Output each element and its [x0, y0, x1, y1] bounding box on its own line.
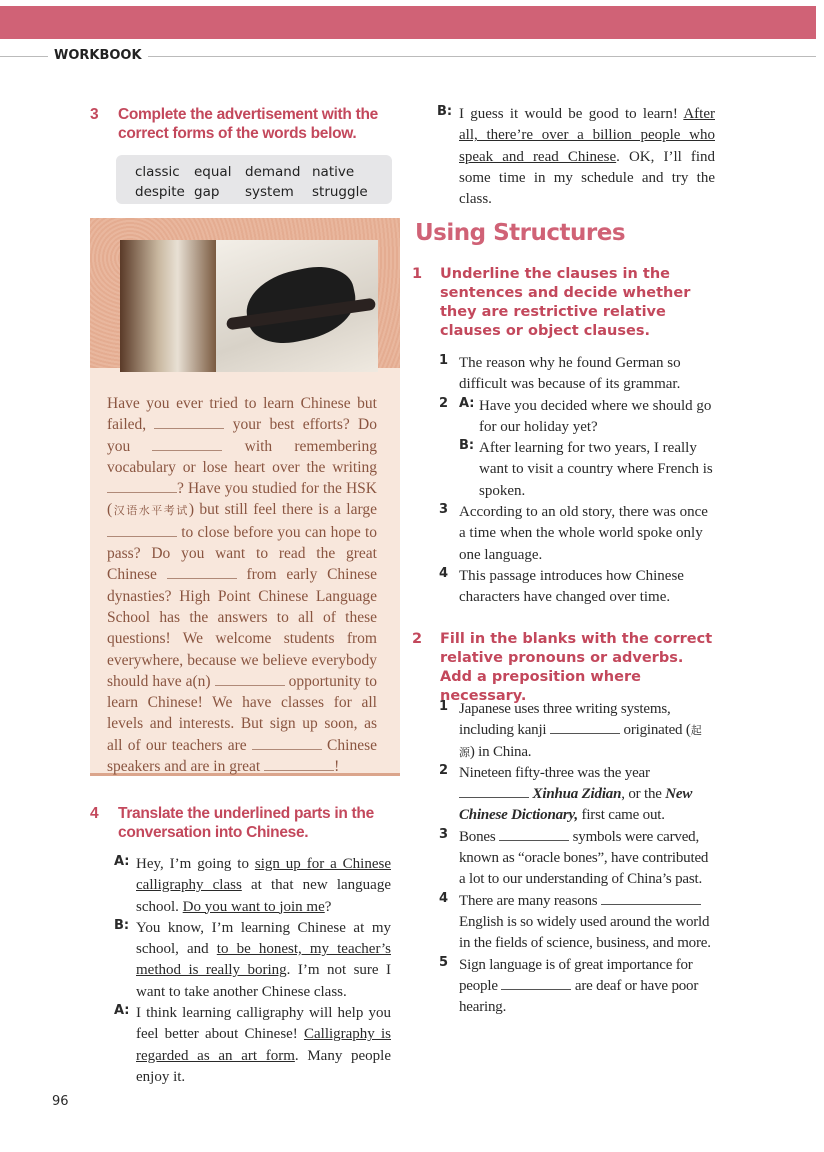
- item-number: 2: [439, 395, 449, 411]
- list-item: [439, 396, 715, 502]
- blank[interactable]: [601, 893, 701, 905]
- item-text: According to an old story, there was once a time when the whole world spoke only one language.: [459, 504, 708, 563]
- item-text: originated (: [619, 722, 691, 739]
- item-number: 1: [439, 353, 449, 368]
- item-text: symbols were carved, known as “oracle bones”, have contributed a lot to our understanding of China’s past.: [459, 828, 709, 888]
- text: ? Have you studied for the HSK (: [107, 480, 377, 519]
- calligraphy-photo: [216, 240, 378, 372]
- text: at that new language school.: [136, 877, 391, 915]
- item-text: Sign language is of great importance for people: [459, 956, 693, 994]
- item-text: Have you decided where we should go for our holiday yet?: [479, 397, 712, 435]
- item-number: 3: [439, 502, 449, 518]
- dialog-line: [114, 1003, 391, 1088]
- list-item: [439, 763, 715, 827]
- exercise-number: 1: [412, 266, 423, 282]
- blank[interactable]: [154, 417, 224, 429]
- item-text: , or the: [621, 786, 666, 803]
- text: Have you ever tried to learn Chinese but failed,: [107, 395, 377, 434]
- chinese-text: 起源: [459, 724, 702, 759]
- blank[interactable]: [501, 978, 571, 990]
- exercise-title: Fill in the blanks with the correct relative pronouns or adverbs. Add a preposition where necessary.: [440, 631, 713, 704]
- list-item: [439, 353, 715, 396]
- dialog-line: [439, 438, 715, 502]
- text: Chinese speakers and are in great: [107, 736, 377, 776]
- item-text: Nineteen fifty-three was the year: [459, 764, 650, 781]
- text: ) but still feel there is a large: [188, 501, 377, 519]
- dialog-line: [114, 854, 391, 918]
- blank[interactable]: [107, 481, 177, 493]
- exercise-number: 2: [412, 631, 423, 647]
- item-text: After learning for two years, I really want to visit a country where French is spoken.: [479, 440, 713, 499]
- advertisement: [90, 218, 400, 776]
- item-text: Japanese uses three writing systems, including kanji: [459, 701, 671, 739]
- structures-exercise-1-items: [439, 353, 715, 609]
- library-photo: [120, 240, 216, 372]
- item-number: 5: [439, 954, 448, 970]
- list-item: [439, 891, 715, 955]
- text: !: [334, 758, 340, 776]
- blank[interactable]: [252, 738, 322, 750]
- text: I guess it would be good to learn!: [459, 106, 684, 122]
- underlined-text: Calligraphy is regarded as an art form: [136, 1026, 391, 1064]
- item-number: 1: [439, 699, 448, 714]
- exercise-title: Underline the clauses in the sentences and decide whether they are restrictive relative clauses or object clauses.: [440, 266, 691, 339]
- text: ?: [324, 898, 332, 915]
- item-text: English is so widely used around the world in the fields of science, business, and more.: [459, 913, 711, 952]
- italic-title: New Chinese Dictionary,: [459, 786, 693, 824]
- blank[interactable]: [550, 722, 620, 734]
- section-title: Using Structures: [415, 220, 626, 246]
- underlined-text: After all, there’re over a billion people who speak and read Chinese: [459, 106, 715, 165]
- item-number: 4: [439, 890, 448, 906]
- structures-exercise-2-items: [439, 699, 715, 1018]
- speaker: B:: [437, 104, 453, 119]
- underlined-text: to be honest, my teacher’s method is really boring: [136, 941, 391, 979]
- blank[interactable]: [264, 759, 334, 771]
- text: . OK, I’ll find some time in my schedule and try the class.: [459, 148, 716, 208]
- speaker: A:: [114, 1003, 130, 1019]
- word: native: [312, 164, 355, 180]
- speaker: A:: [114, 854, 130, 869]
- item-text: ) in China.: [469, 743, 532, 760]
- blank[interactable]: [459, 786, 529, 798]
- item-number: 3: [439, 826, 448, 842]
- text: opportunity to learn Chinese! We have classes for all levels and interests. But sign up soon, as all of our teachers are: [107, 672, 377, 754]
- text: from early Chinese dynasties? High Point Chinese Language School has the answers to all of these questions! We welcome students from everywhere, because we believe everybody should have a(n): [107, 566, 378, 690]
- text: Hey, I’m going to: [136, 856, 255, 872]
- item-number: 4: [439, 565, 449, 581]
- list-item: [439, 827, 715, 891]
- blank[interactable]: [107, 525, 177, 537]
- item-text: first came out.: [577, 807, 665, 824]
- list-item: [439, 955, 715, 1019]
- page-number: 96: [52, 1094, 69, 1109]
- text: . I’m not sure I want to take another Chinese class.: [136, 962, 392, 1000]
- exercise-number: 4: [90, 805, 99, 822]
- text: with remembering vocabulary or lose heart over the writing: [107, 437, 377, 476]
- underlined-text: Do you want to join me: [182, 898, 325, 915]
- text: to close before you can hope to pass? Do you want to read the great Chinese: [107, 523, 377, 584]
- exercise-title: Complete the advertisement with the correct forms of the words below.: [118, 106, 378, 142]
- text: I think learning calligraphy will help you feel better about Chinese!: [136, 1005, 391, 1043]
- word: system: [245, 184, 294, 200]
- item-text: Bones: [459, 828, 496, 845]
- dialog-line: [439, 396, 715, 439]
- word: gap: [194, 184, 220, 200]
- structures-exercise-2-heading: [412, 630, 720, 706]
- item-text: The reason why he found German so difficult was because of its grammar.: [459, 355, 681, 393]
- item-text: This passage introduces how Chinese characters have changed over time.: [459, 567, 684, 606]
- word: despite: [135, 184, 185, 200]
- dialog-line: [437, 104, 716, 210]
- exercise-3-heading: [90, 105, 388, 143]
- item-number: 2: [439, 762, 448, 778]
- section-label: WORKBOOK: [48, 48, 148, 63]
- exercise-title: Translate the underlined parts in the conversation into Chinese.: [118, 805, 374, 841]
- word: equal: [194, 164, 232, 180]
- exercise-number: 3: [90, 106, 99, 123]
- blank[interactable]: [167, 567, 237, 579]
- underlined-text: sign up for a Chinese calligraphy class: [136, 856, 391, 894]
- conversation-continued: [437, 104, 716, 210]
- structures-exercise-1-heading: [412, 265, 720, 341]
- italic-title: Xinhua Zidian: [529, 786, 622, 803]
- word: demand: [245, 164, 301, 180]
- speaker: A:: [459, 395, 475, 411]
- ad-text: [107, 393, 377, 777]
- chinese-text: 汉语水平考试: [112, 504, 189, 518]
- text: . Many people enjoy it.: [136, 1047, 391, 1085]
- item-text: are deaf or have poor hearing.: [459, 977, 699, 1016]
- text: your best efforts? Do you: [107, 416, 377, 455]
- blank[interactable]: [499, 829, 569, 841]
- speaker: B:: [459, 438, 475, 454]
- dialog-line: [114, 917, 392, 1003]
- exercise-4-heading: [90, 804, 388, 842]
- word-box: [116, 155, 392, 204]
- speaker: B:: [114, 917, 130, 933]
- text: You know, I’m learning Chinese at my school, and: [136, 919, 391, 958]
- item-text: There are many reasons: [459, 892, 598, 909]
- list-item: [439, 699, 715, 763]
- top-banner: [0, 6, 816, 39]
- blank[interactable]: [215, 674, 285, 686]
- blank[interactable]: [152, 439, 222, 451]
- conversation: [114, 854, 392, 1088]
- word: struggle: [312, 184, 368, 200]
- list-item: [439, 502, 715, 566]
- word: classic: [135, 164, 180, 180]
- list-item: [439, 566, 715, 609]
